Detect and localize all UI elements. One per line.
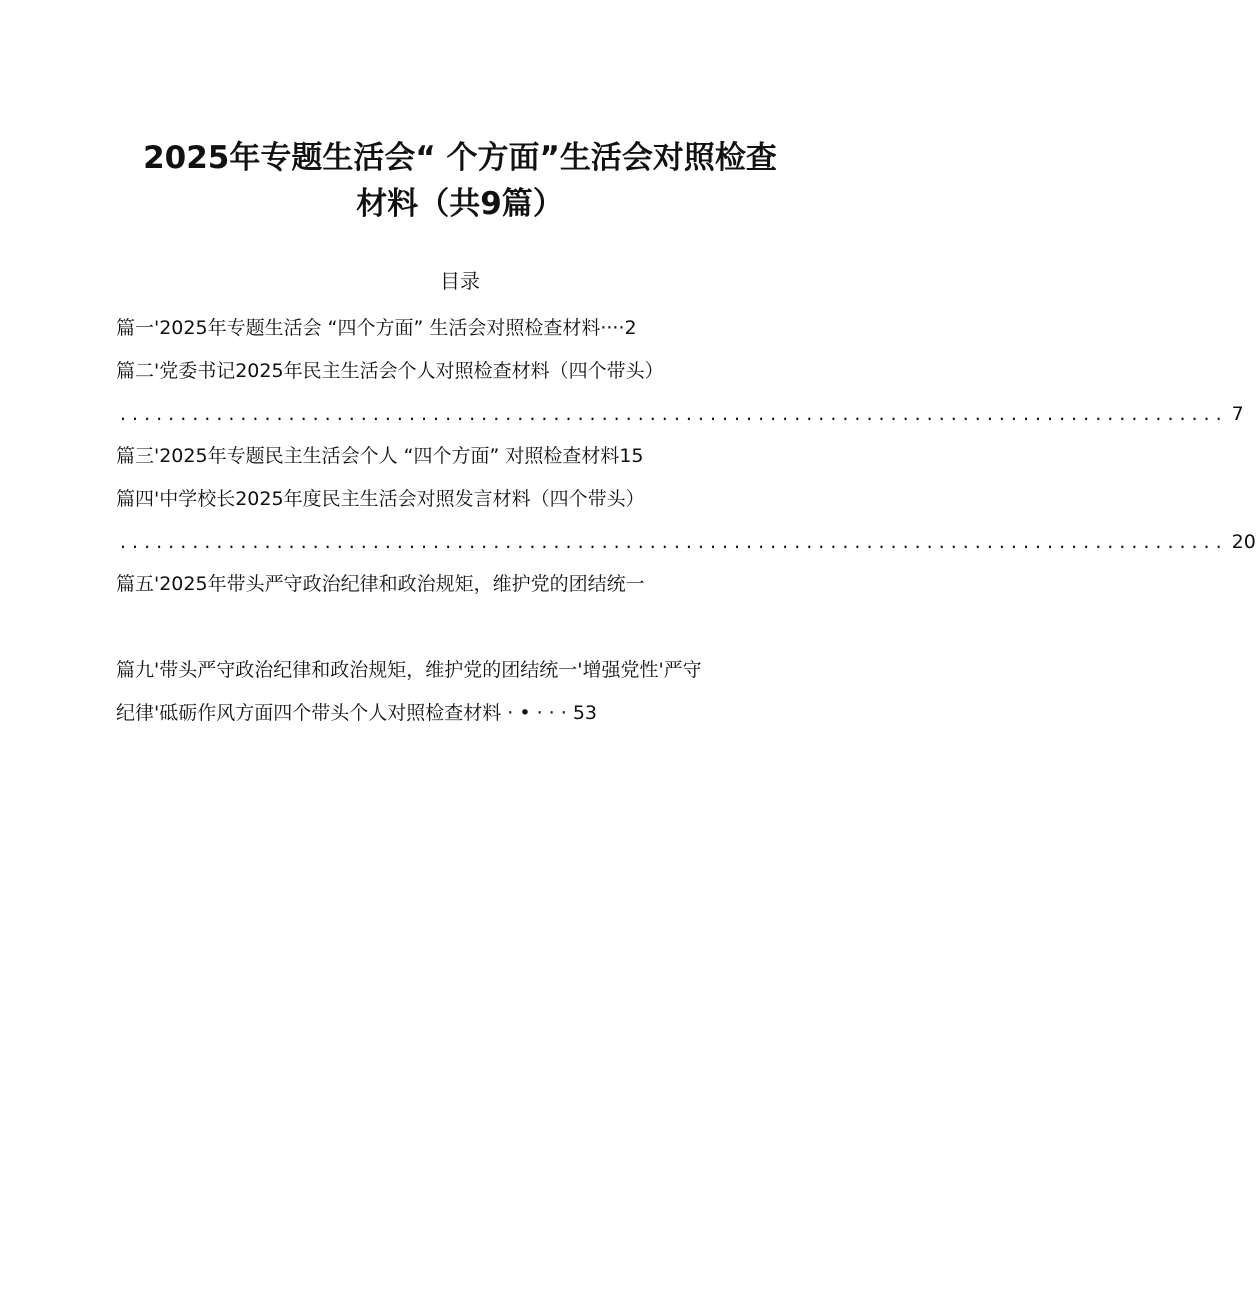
leader-dots: ............................................................................................ <box>120 531 1228 553</box>
toc-page-number: 20 <box>1231 531 1256 553</box>
toc-entry-5[interactable]: 篇五'2025年带头严守政治纪律和政治规矩，维护党的团结统一 <box>116 573 645 595</box>
toc-entry-3[interactable]: 篇三'2025年专题民主生活会个人 “四个方面” 对照检查材料15 <box>116 445 644 467</box>
toc-page-number: 7 <box>1231 403 1244 425</box>
document-title-line1: 2025年专题生活会“ 个方面”生活会对照检查 <box>143 140 777 176</box>
toc-entry-1[interactable]: 篇一'2025年专题生活会 “四个方面” 生活会对照检查材料····2 <box>116 317 637 339</box>
toc-entry-9-line2[interactable]: 纪律'砥砺作风方面四个带头个人对照检查材料 · • · · · 53 <box>116 702 598 724</box>
toc-entry-9-line1[interactable]: 篇九'带头严守政治纪律和政治规矩，维护党的团结统一'增强党性'严守 <box>116 659 702 681</box>
toc-leader-4[interactable] <box>120 528 1256 556</box>
toc-entry-2[interactable]: 篇二'党委书记2025年民主生活会个人对照检查材料（四个带头） <box>116 360 664 382</box>
leader-dots: ............................................................................................ <box>120 403 1228 425</box>
toc-leader-2[interactable] <box>120 400 1244 428</box>
document-title-line2: 材料（共9篇） <box>356 186 564 222</box>
toc-entry-4[interactable]: 篇四'中学校长2025年度民主生活会对照发言材料（四个带头） <box>116 488 645 510</box>
toc-heading: 目录 <box>440 269 480 293</box>
